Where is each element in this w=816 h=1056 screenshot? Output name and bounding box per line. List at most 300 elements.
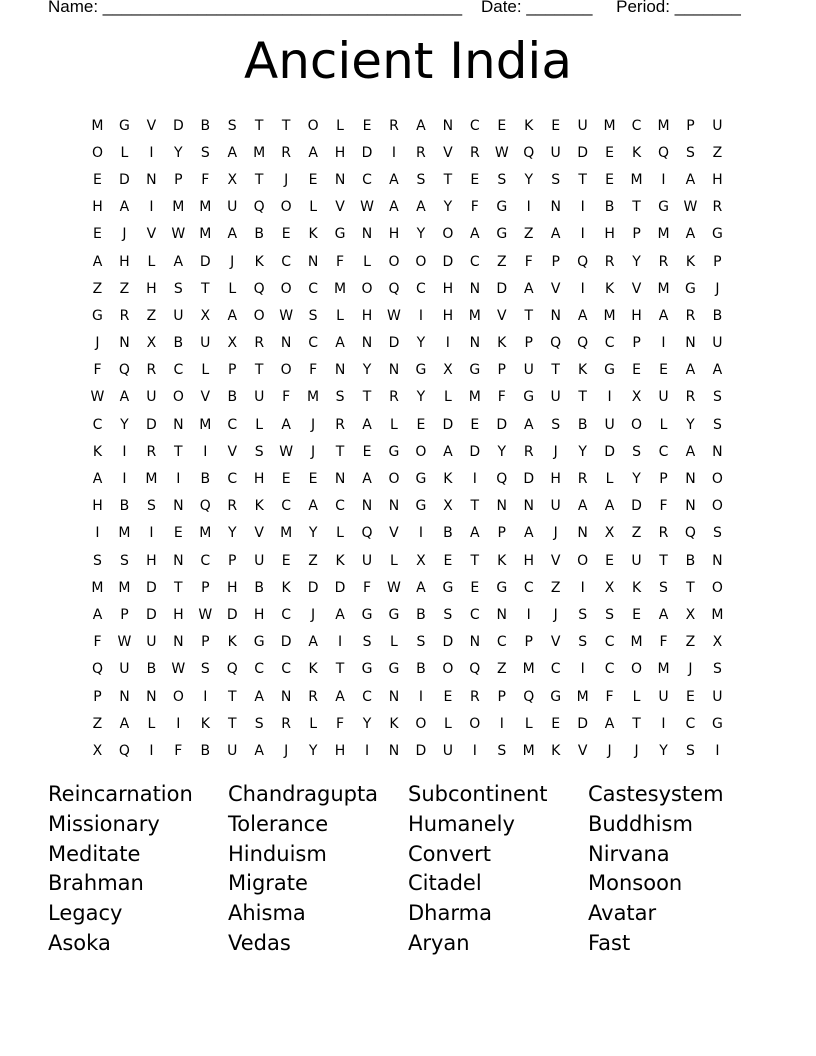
grid-letter: P bbox=[201, 579, 210, 596]
grid-row bbox=[84, 574, 734, 601]
grid-letter: C bbox=[173, 362, 184, 379]
grid-letter: E bbox=[551, 715, 561, 732]
grid-letter: H bbox=[442, 280, 454, 297]
word-bank-item: Avatar bbox=[588, 901, 657, 926]
grid-letter: C bbox=[550, 661, 561, 678]
grid-letter: F bbox=[336, 253, 345, 270]
grid-letter: N bbox=[469, 634, 481, 651]
grid-letter: G bbox=[388, 661, 400, 678]
grid-letter: C bbox=[362, 171, 372, 188]
grid-row bbox=[84, 411, 734, 438]
grid-letter: C bbox=[631, 117, 642, 134]
grid-letter: Z bbox=[631, 525, 642, 542]
grid-letter: B bbox=[254, 579, 264, 596]
grid-letter: Z bbox=[308, 552, 318, 569]
grid-letter: Y bbox=[497, 443, 507, 460]
grid-letter: N bbox=[173, 416, 184, 433]
grid-letter: K bbox=[631, 579, 642, 596]
grid-letter: C bbox=[496, 634, 507, 651]
grid-letter: Q bbox=[361, 525, 373, 542]
grid-letter: H bbox=[226, 579, 238, 596]
word-bank-item: Monsoon bbox=[588, 871, 683, 896]
grid-letter: V bbox=[631, 280, 642, 297]
grid-letter: J bbox=[284, 171, 289, 188]
grid-letter: B bbox=[119, 498, 130, 515]
grid-letter: H bbox=[604, 226, 615, 243]
grid-letter: A bbox=[416, 199, 426, 216]
grid-letter: A bbox=[254, 742, 264, 759]
grid-row bbox=[84, 112, 734, 139]
grid-letter: T bbox=[578, 389, 587, 406]
grid-letter: R bbox=[335, 416, 345, 433]
grid-letter: B bbox=[227, 389, 238, 406]
grid-letter: L bbox=[443, 389, 452, 406]
grid-letter: M bbox=[603, 307, 616, 324]
grid-letter: E bbox=[362, 117, 372, 134]
grid-letter: S bbox=[93, 552, 102, 569]
grid-letter: O bbox=[361, 280, 373, 297]
grid-letter: U bbox=[442, 742, 453, 759]
grid-letter: J bbox=[607, 742, 612, 759]
grid-letter: U bbox=[146, 634, 157, 651]
grid-letter: U bbox=[550, 498, 561, 515]
grid-letter: M bbox=[334, 280, 347, 297]
grid-letter: D bbox=[145, 579, 157, 596]
grid-letter: Y bbox=[632, 471, 641, 488]
grid-letter: Z bbox=[496, 253, 507, 270]
grid-letter: O bbox=[631, 416, 643, 433]
grid-letter: X bbox=[712, 634, 723, 651]
grid-letter: K bbox=[497, 552, 507, 569]
grid-letter: N bbox=[712, 552, 723, 569]
grid-letter: J bbox=[715, 280, 720, 297]
grid-letter: G bbox=[442, 579, 454, 596]
grid-letter: L bbox=[659, 416, 668, 433]
grid-letter: H bbox=[146, 552, 157, 569]
grid-letter: F bbox=[497, 389, 506, 406]
grid-letter: D bbox=[631, 498, 642, 515]
grid-letter: N bbox=[388, 498, 400, 515]
grid-letter: K bbox=[443, 471, 453, 488]
grid-letter: N bbox=[388, 362, 400, 379]
grid-letter: P bbox=[228, 552, 237, 569]
grid-row bbox=[84, 438, 734, 465]
grid-letter: R bbox=[469, 688, 480, 705]
grid-letter: A bbox=[470, 525, 480, 542]
grid-letter: U bbox=[173, 307, 184, 324]
grid-letter: F bbox=[174, 742, 183, 759]
grid-letter: N bbox=[712, 443, 723, 460]
grid-letter: Z bbox=[146, 307, 157, 324]
word-bank-item: Chandragupta bbox=[228, 782, 379, 806]
grid-letter: F bbox=[93, 362, 102, 379]
grid-letter: D bbox=[577, 715, 589, 732]
grid-letter: E bbox=[93, 226, 102, 243]
grid-letter: B bbox=[200, 742, 211, 759]
grid-letter: C bbox=[254, 661, 265, 678]
grid-letter: U bbox=[523, 362, 534, 379]
grid-letter: G bbox=[711, 226, 723, 243]
grid-letter: N bbox=[280, 335, 292, 352]
grid-letter: V bbox=[200, 389, 211, 406]
word-bank-item: Humanely bbox=[408, 811, 515, 836]
grid-letter: C bbox=[523, 579, 534, 596]
grid-letter: Q bbox=[523, 688, 535, 705]
grid-letter: U bbox=[550, 144, 561, 161]
grid-letter: H bbox=[92, 498, 103, 515]
grid-letter: A bbox=[523, 280, 534, 297]
word-bank-item: Brahman bbox=[48, 871, 144, 896]
grid-letter: X bbox=[443, 362, 453, 379]
grid-letter: K bbox=[281, 579, 291, 596]
grid-letter: A bbox=[308, 634, 318, 651]
grid-letter: K bbox=[685, 253, 696, 270]
grid-letter: S bbox=[497, 171, 507, 188]
grid-letter: M bbox=[657, 226, 670, 243]
grid-letter: N bbox=[173, 552, 184, 569]
grid-letter: A bbox=[523, 416, 534, 433]
grid-letter: I bbox=[149, 525, 154, 542]
grid-letter: R bbox=[227, 498, 238, 515]
grid-letter: B bbox=[577, 416, 588, 433]
grid-letter: A bbox=[658, 307, 669, 324]
grid-letter: I bbox=[499, 715, 504, 732]
grid-letter: S bbox=[254, 443, 264, 460]
grid-letter: T bbox=[227, 688, 237, 705]
grid-letter: Z bbox=[523, 226, 534, 243]
grid-letter: N bbox=[361, 226, 373, 243]
grid-letter: E bbox=[416, 416, 426, 433]
grid-letter: R bbox=[685, 389, 696, 406]
grid-letter: V bbox=[577, 742, 588, 759]
grid-letter: D bbox=[442, 634, 454, 651]
grid-letter: J bbox=[311, 606, 316, 623]
grid-row bbox=[84, 493, 734, 520]
grid-letter: R bbox=[712, 199, 723, 216]
grid-letter: E bbox=[605, 171, 615, 188]
grid-letter: B bbox=[604, 199, 615, 216]
grid-letter: Y bbox=[443, 199, 453, 216]
grid-letter: O bbox=[577, 552, 589, 569]
grid-letter: A bbox=[577, 307, 588, 324]
grid-letter: V bbox=[443, 144, 453, 161]
grid-letter: G bbox=[658, 199, 669, 216]
grid-letter: A bbox=[254, 688, 264, 705]
grid-letter: J bbox=[122, 226, 127, 243]
grid-letter: I bbox=[203, 443, 208, 460]
grid-letter: I bbox=[580, 280, 585, 297]
grid-letter: D bbox=[199, 253, 211, 270]
grid-row bbox=[84, 683, 734, 710]
grid-letter: Y bbox=[686, 416, 695, 433]
grid-letter: Q bbox=[253, 199, 265, 216]
grid-letter: P bbox=[524, 634, 533, 651]
grid-letter: A bbox=[308, 144, 318, 161]
grid-letter: A bbox=[604, 498, 615, 515]
grid-letter: Y bbox=[308, 742, 318, 759]
grid-letter: Q bbox=[388, 280, 400, 297]
grid-letter: K bbox=[308, 226, 318, 243]
grid-letter: W bbox=[198, 606, 213, 623]
grid-letter: U bbox=[658, 389, 669, 406]
grid-letter: Y bbox=[578, 443, 587, 460]
grid-letter: Q bbox=[550, 335, 562, 352]
grid-letter: X bbox=[227, 171, 238, 188]
grid-letter: O bbox=[388, 471, 400, 488]
grid-letter: U bbox=[658, 688, 669, 705]
grid-letter: B bbox=[173, 335, 184, 352]
grid-letter: R bbox=[577, 471, 588, 488]
grid-letter: K bbox=[254, 498, 264, 515]
grid-letter: C bbox=[604, 634, 615, 651]
grid-letter: L bbox=[309, 715, 317, 732]
grid-letter: A bbox=[335, 688, 345, 705]
grid-letter: D bbox=[361, 144, 373, 161]
grid-letter: X bbox=[685, 606, 696, 623]
grid-letter: T bbox=[578, 171, 587, 188]
grid-letter: E bbox=[308, 471, 318, 488]
grid-letter: F bbox=[201, 171, 210, 188]
grid-letter: S bbox=[254, 715, 264, 732]
grid-letter: A bbox=[119, 389, 130, 406]
grid-letter: M bbox=[630, 171, 643, 188]
grid-letter: S bbox=[173, 280, 183, 297]
grid-letter: I bbox=[149, 742, 154, 759]
grid-letter: S bbox=[632, 443, 641, 460]
grid-letter: H bbox=[523, 552, 534, 569]
grid-letter: S bbox=[712, 525, 722, 542]
grid-letter: X bbox=[416, 552, 426, 569]
grid-letter: M bbox=[522, 742, 535, 759]
grid-letter: T bbox=[443, 171, 453, 188]
word-bank-item: Hinduism bbox=[228, 841, 327, 866]
grid-letter: S bbox=[578, 606, 588, 623]
grid-letter: N bbox=[119, 335, 130, 352]
grid-letter: R bbox=[281, 715, 292, 732]
grid-letter: W bbox=[171, 226, 186, 243]
grid-letter: L bbox=[390, 634, 398, 651]
grid-letter: V bbox=[227, 443, 238, 460]
grid-letter: R bbox=[523, 443, 534, 460]
grid-letter: I bbox=[607, 389, 612, 406]
grid-letter: O bbox=[280, 199, 292, 216]
grid-letter: Y bbox=[416, 335, 426, 352]
grid-letter: K bbox=[227, 634, 237, 651]
grid-letter: H bbox=[119, 253, 130, 270]
grid-letter: A bbox=[362, 471, 372, 488]
grid-letter: N bbox=[685, 471, 696, 488]
grid-letter: A bbox=[335, 606, 345, 623]
grid-letter: E bbox=[632, 606, 641, 623]
grid-letter: A bbox=[335, 335, 345, 352]
grid-letter: W bbox=[387, 307, 401, 324]
grid-letter: K bbox=[254, 253, 264, 270]
grid-letter: A bbox=[119, 715, 130, 732]
word-bank-item: Legacy bbox=[48, 901, 123, 926]
grid-letter: K bbox=[92, 443, 103, 460]
grid-letter: C bbox=[92, 416, 103, 433]
grid-letter: N bbox=[307, 253, 319, 270]
grid-letter: M bbox=[199, 199, 212, 216]
grid-row bbox=[84, 248, 734, 275]
grid-letter: F bbox=[470, 199, 479, 216]
grid-letter: D bbox=[119, 171, 130, 188]
grid-letter: S bbox=[578, 634, 588, 651]
grid-letter: V bbox=[496, 307, 507, 324]
grid-letter: C bbox=[281, 661, 292, 678]
grid-letter: N bbox=[173, 634, 184, 651]
grid-letter: V bbox=[389, 525, 399, 542]
grid-row bbox=[84, 166, 734, 193]
grid-letter: M bbox=[657, 117, 670, 134]
grid-letter: S bbox=[686, 742, 695, 759]
grid-letter: Q bbox=[496, 471, 508, 488]
grid-letter: A bbox=[92, 253, 103, 270]
grid-letter: Y bbox=[524, 171, 533, 188]
grid-letter: U bbox=[631, 552, 642, 569]
grid-letter: G bbox=[92, 307, 103, 324]
grid-letter: P bbox=[174, 171, 183, 188]
word-bank bbox=[48, 780, 788, 959]
grid-letter: S bbox=[200, 144, 210, 161]
grid-letter: X bbox=[604, 525, 615, 542]
grid-letter: E bbox=[497, 117, 507, 134]
grid-letter: L bbox=[147, 715, 156, 732]
grid-letter: Q bbox=[253, 280, 265, 297]
grid-letter: M bbox=[253, 144, 266, 161]
grid-letter: W bbox=[117, 634, 132, 651]
grid-letter: C bbox=[416, 280, 426, 297]
grid-letter: O bbox=[711, 498, 723, 515]
grid-letter: N bbox=[119, 688, 130, 705]
grid-letter: I bbox=[580, 226, 585, 243]
grid-letter: A bbox=[443, 443, 453, 460]
grid-letter: A bbox=[658, 606, 669, 623]
grid-letter: D bbox=[415, 742, 427, 759]
grid-letter: D bbox=[577, 144, 589, 161]
grid-letter: L bbox=[147, 253, 156, 270]
grid-letter: R bbox=[119, 307, 130, 324]
grid-letter: C bbox=[227, 416, 238, 433]
grid-letter: O bbox=[253, 307, 265, 324]
grid-letter: V bbox=[146, 226, 157, 243]
grid-letter: H bbox=[388, 226, 400, 243]
grid-letter: R bbox=[658, 253, 669, 270]
grid-letter: H bbox=[361, 307, 373, 324]
grid-letter: M bbox=[603, 117, 616, 134]
grid-letter: X bbox=[631, 389, 642, 406]
grid-letter: N bbox=[280, 688, 292, 705]
grid-letter: D bbox=[145, 606, 157, 623]
grid-letter: J bbox=[634, 742, 639, 759]
grid-letter: N bbox=[496, 606, 508, 623]
grid-letter: I bbox=[122, 443, 127, 460]
grid-letter: S bbox=[659, 579, 668, 596]
grid-letter: M bbox=[91, 579, 104, 596]
grid-letter: I bbox=[580, 199, 585, 216]
word-bank-item: Asoka bbox=[48, 930, 111, 955]
grid-letter: T bbox=[254, 171, 264, 188]
grid-letter: P bbox=[524, 335, 533, 352]
grid-letter: T bbox=[551, 362, 560, 379]
grid-letter: H bbox=[253, 471, 265, 488]
grid-letter: A bbox=[685, 226, 696, 243]
grid-letter: J bbox=[553, 443, 558, 460]
grid-letter: N bbox=[469, 335, 481, 352]
grid-row bbox=[84, 302, 734, 329]
grid-letter: I bbox=[580, 579, 585, 596]
grid-letter: M bbox=[199, 525, 212, 542]
grid-letter: O bbox=[280, 362, 292, 379]
grid-letter: E bbox=[632, 362, 641, 379]
grid-letter: N bbox=[550, 307, 561, 324]
grid-letter: A bbox=[227, 307, 238, 324]
grid-letter: C bbox=[604, 661, 615, 678]
grid-letter: C bbox=[335, 498, 345, 515]
grid-letter: L bbox=[390, 416, 398, 433]
grid-letter: X bbox=[146, 335, 157, 352]
grid-row bbox=[84, 330, 734, 357]
grid-letter: L bbox=[336, 117, 344, 134]
grid-letter: O bbox=[172, 688, 184, 705]
grid-letter: S bbox=[308, 307, 318, 324]
grid-letter: N bbox=[685, 498, 696, 515]
grid-letter: I bbox=[122, 471, 127, 488]
grid-letter: T bbox=[524, 307, 533, 324]
grid-letter: O bbox=[469, 715, 481, 732]
grid-letter: E bbox=[470, 171, 480, 188]
grid-letter: H bbox=[334, 144, 346, 161]
grid-letter: D bbox=[172, 117, 184, 134]
grid-letter: G bbox=[334, 226, 346, 243]
grid-letter: V bbox=[335, 199, 345, 216]
grid-row bbox=[84, 139, 734, 166]
grid-letter: I bbox=[418, 307, 423, 324]
grid-letter: A bbox=[416, 579, 426, 596]
grid-letter: E bbox=[362, 443, 372, 460]
grid-letter: Z bbox=[92, 280, 103, 297]
grid-letter: U bbox=[146, 389, 157, 406]
grid-letter: K bbox=[389, 715, 399, 732]
grid-letter: Q bbox=[199, 498, 211, 515]
grid-letter: O bbox=[415, 253, 427, 270]
grid-letter: Y bbox=[416, 389, 426, 406]
grid-letter: G bbox=[388, 606, 400, 623]
grid-letter: D bbox=[496, 416, 508, 433]
grid-letter: K bbox=[524, 117, 534, 134]
grid-letter: T bbox=[470, 552, 480, 569]
grid-letter: F bbox=[524, 253, 533, 270]
grid-letter: Q bbox=[577, 335, 589, 352]
grid-letter: Y bbox=[632, 253, 641, 270]
grid-letter: F bbox=[93, 634, 102, 651]
grid-letter: O bbox=[280, 280, 292, 297]
grid-letter: O bbox=[442, 226, 454, 243]
grid-letter: N bbox=[469, 280, 481, 297]
grid-letter: H bbox=[442, 307, 454, 324]
grid-letter: L bbox=[228, 280, 237, 297]
grid-letter: U bbox=[254, 389, 265, 406]
grid-letter: I bbox=[364, 742, 370, 759]
grid-letter: M bbox=[468, 389, 481, 406]
grid-letter: X bbox=[92, 742, 103, 759]
grid-letter: I bbox=[526, 199, 531, 216]
grid-letter: U bbox=[254, 552, 265, 569]
grid-letter: M bbox=[199, 416, 212, 433]
grid-letter: I bbox=[472, 742, 477, 759]
grid-row bbox=[84, 710, 734, 737]
grid-letter: I bbox=[715, 742, 720, 759]
